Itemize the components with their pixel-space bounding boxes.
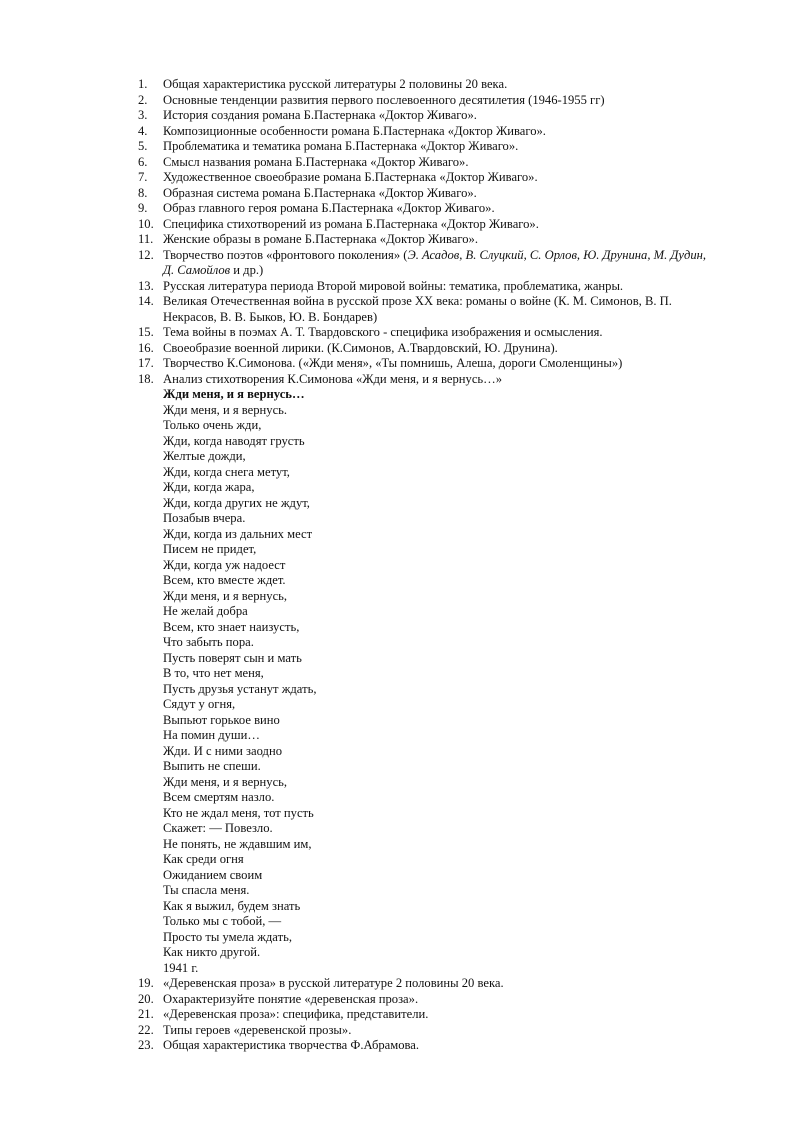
- question-item: [138, 93, 718, 109]
- poem-line: Сядут у огня,: [163, 697, 236, 711]
- poem-line: Выпить не спеши.: [163, 759, 261, 773]
- question-number: 14.: [138, 294, 154, 308]
- question-item: [138, 1007, 718, 1023]
- question-text: Великая Отечественная война в русской прозе XX века: романы о войне (К. М. Симонов, В. П. Некрасов, В. В. Быков, Ю. В. Бондарев): [163, 294, 672, 324]
- question-text: Специфика стихотворений из романа Б.Пастернака «Доктор Живаго».: [163, 216, 539, 231]
- question-text: Образ главного героя романа Б.Пастернака «Доктор Живаго».: [163, 201, 495, 215]
- question-item: [138, 217, 718, 233]
- question-number: 6.: [138, 154, 148, 169]
- question-number: 11.: [138, 232, 154, 246]
- question-list-q12: [138, 248, 718, 279]
- question-text: Тема войны в поэмах А. Т. Твардовского - специфика изображения и осмысления.: [163, 325, 603, 339]
- poem-line: Просто ты умела ждать,: [163, 929, 292, 944]
- question-item: [138, 976, 718, 992]
- question-number: 7.: [138, 170, 148, 184]
- question-text: Общая характеристика русской литературы 2 половины 20 века.: [163, 77, 508, 91]
- question-number: 1.: [138, 77, 148, 91]
- question-number: 5.: [138, 139, 148, 153]
- question-text: История создания романа Б.Пастернака «Доктор Живаго».: [163, 108, 477, 122]
- question-number: 15.: [138, 325, 154, 339]
- poem-line: Жди меня, и я вернусь,: [163, 774, 288, 789]
- poem-line: Жди меня, и я вернусь,: [163, 588, 288, 603]
- question-text: Анализ стихотворения К.Симонова «Жди меня, и я вернусь…»: [163, 371, 503, 386]
- question-item: [138, 372, 718, 388]
- question-number: 12.: [138, 247, 154, 262]
- question-text: Основные тенденции развития первого послевоенного десятилетия (1946-1955 гг): [163, 92, 605, 107]
- poem-line: Кто не ждал меня, тот пусть: [163, 805, 314, 820]
- question-text: Творчество К.Симонова. («Жди меня», «Ты помнишь, Алеша, дороги Смоленщины»): [163, 356, 623, 370]
- question-list: [138, 77, 718, 248]
- poem-line: Жди, когда наводят грусть: [163, 433, 305, 448]
- question-item: [138, 108, 718, 124]
- question-text: Проблематика и тематика романа Б.Пастернака «Доктор Живаго».: [163, 139, 519, 153]
- poem-line: Жди, когда из дальних мест: [163, 526, 313, 541]
- poem-line: Не понять, не ждавшим им,: [163, 836, 312, 851]
- question-number: 13.: [138, 278, 154, 293]
- question-number: 18.: [138, 371, 154, 386]
- poem-line: Жди, когда других не ждут,: [163, 495, 310, 510]
- question-item: [138, 155, 718, 171]
- question-item-12: [138, 248, 718, 279]
- question-text: «Деревенская проза»: специфика, представители.: [163, 1007, 429, 1021]
- question-item: [138, 139, 718, 155]
- question-number: 23.: [138, 1038, 154, 1052]
- poem-lines: [163, 403, 718, 977]
- poem-line: Желтые дожди,: [163, 449, 246, 463]
- poem-line: Жди. И с ними заодно: [163, 743, 282, 758]
- poem-line: Позабыв вчера.: [163, 511, 246, 525]
- question-number: 22.: [138, 1022, 154, 1037]
- poem-line: Что забыть пора.: [163, 635, 254, 649]
- question-number: 19.: [138, 976, 154, 990]
- question-text: Типы героев «деревенской прозы».: [163, 1022, 352, 1037]
- poem-line: Скажет: — Повезло.: [163, 821, 273, 835]
- question-text: Композиционные особенности романа Б.Пастернака «Доктор Живаго».: [163, 123, 546, 138]
- question-item: [138, 325, 718, 341]
- question-text: Охарактеризуйте понятие «деревенская проза».: [163, 991, 419, 1006]
- poem-line: Писем не придет,: [163, 542, 257, 556]
- question-number: 4.: [138, 123, 148, 138]
- question-item: [138, 294, 718, 325]
- question-number: 17.: [138, 356, 154, 370]
- question-text: Общая характеристика творчества Ф.Абрамова.: [163, 1038, 420, 1052]
- question-number: 10.: [138, 216, 154, 231]
- question-number: 21.: [138, 1007, 154, 1021]
- question-list-bottom: [138, 976, 718, 1054]
- question-number: 9.: [138, 201, 148, 215]
- question-item: [138, 1038, 718, 1054]
- question-item: [138, 279, 718, 295]
- question-item: [138, 124, 718, 140]
- poets-list-italic: Э. Асадов, В. Слуцкий, С. Орлов, Ю. Друнина, М. Дудин, Д. Самойлов: [163, 247, 707, 277]
- question-text: Женские образы в романе Б.Пастернака «Доктор Живаго».: [163, 232, 478, 246]
- question-item: [138, 186, 718, 202]
- poem-line: Только очень жди,: [163, 418, 262, 432]
- poem-line: Только мы с тобой, —: [163, 914, 282, 928]
- exam-questions-document: [138, 77, 718, 1054]
- question-item: [138, 1023, 718, 1039]
- question-item: [138, 170, 718, 186]
- question-item: [138, 201, 718, 217]
- question-number: 2.: [138, 92, 148, 107]
- question-text: «Деревенская проза» в русской литературе 2 половины 20 века.: [163, 976, 504, 990]
- question-text: Русская литература периода Второй мировой войны: тематика, проблематика, жанры.: [163, 278, 624, 293]
- poem-line: Как я выжил, будем знать: [163, 898, 301, 913]
- poem-line: Не желай добра: [163, 604, 248, 618]
- poem-line: Жди, когда снега метут,: [163, 464, 290, 479]
- question-item: [138, 356, 718, 372]
- poem-line: Жди, когда уж надоест: [163, 557, 286, 572]
- question-text: Образная система романа Б.Пастернака «Доктор Живаго».: [163, 185, 477, 200]
- poem-line: Жди меня, и я вернусь.: [163, 402, 288, 417]
- poem-line: Как никто другой.: [163, 945, 261, 959]
- poem-line: Пусть друзья устанут ждать,: [163, 681, 317, 696]
- question-text: Художественное своеобразие романа Б.Пастернака «Доктор Живаго».: [163, 170, 538, 184]
- poem-line: В то, что нет меня,: [163, 666, 264, 680]
- poem-line: Выпьют горькое вино: [163, 712, 280, 727]
- poem-line: Всем, кто знает наизусть,: [163, 619, 300, 634]
- question-text-start: Творчество поэтов «фронтового поколения» (: [163, 247, 408, 262]
- poem-line: Пусть поверят сын и мать: [163, 650, 302, 665]
- poem-line: Всем, кто вместе ждет.: [163, 573, 286, 587]
- question-list-middle: [138, 279, 718, 388]
- question-number: 3.: [138, 108, 148, 122]
- poem-line: Ты спасла меня.: [163, 883, 250, 897]
- question-number: 8.: [138, 185, 148, 200]
- poem-line: Ожиданием своим: [163, 867, 263, 882]
- poem-line: 1941 г.: [163, 960, 199, 975]
- question-text: Смысл названия романа Б.Пастернака «Доктор Живаго».: [163, 154, 469, 169]
- poem-line: Жди, когда жара,: [163, 480, 255, 494]
- question-item: [138, 992, 718, 1008]
- question-text-end: и др.): [230, 263, 264, 277]
- question-number: 16.: [138, 340, 154, 355]
- question-item: [138, 77, 718, 93]
- question-number: 20.: [138, 991, 154, 1006]
- question-text: Своеобразие военной лирики. (К.Симонов, А.Твардовский, Ю. Друнина).: [163, 340, 558, 355]
- poem-title: Жди меня, и я вернусь…: [163, 387, 305, 401]
- poem-block: [138, 387, 718, 976]
- question-item: [138, 341, 718, 357]
- question-item: [138, 232, 718, 248]
- poem-line: Как среди огня: [163, 852, 244, 866]
- poem-line: Всем смертям назло.: [163, 790, 275, 804]
- poem-line: На помин души…: [163, 728, 260, 742]
